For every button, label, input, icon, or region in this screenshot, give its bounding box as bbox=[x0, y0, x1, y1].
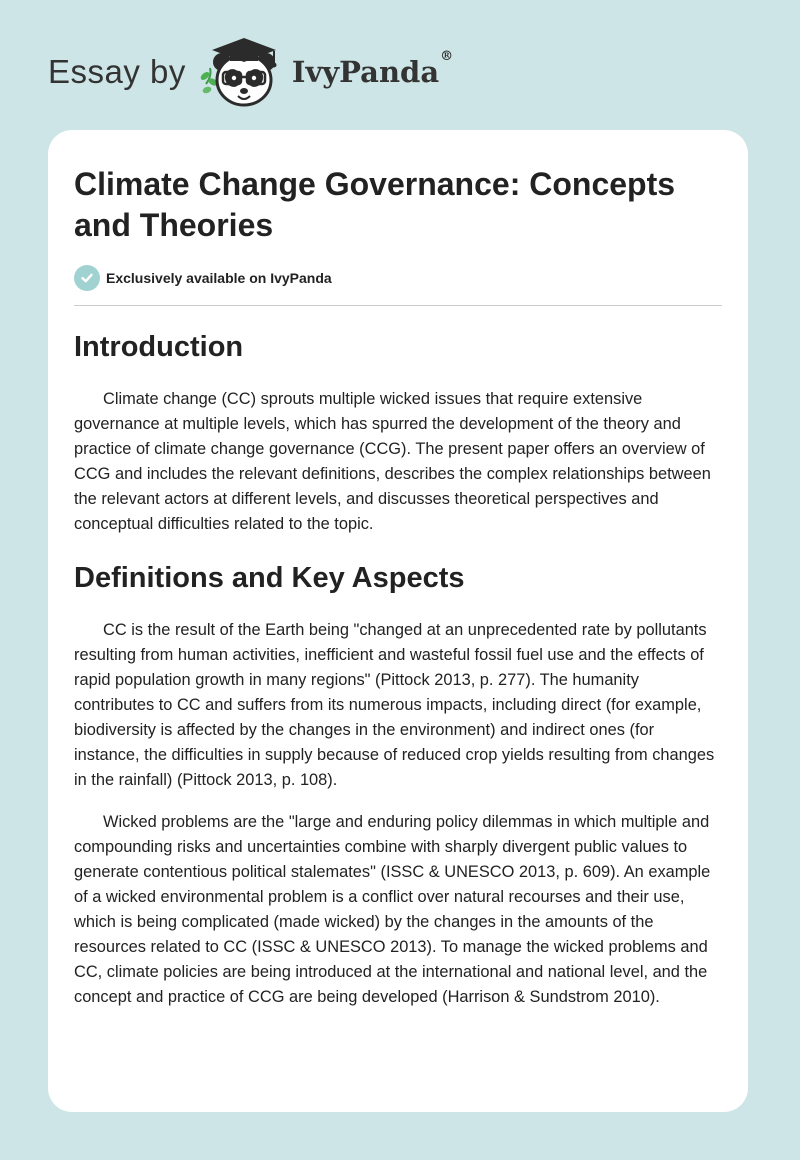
exclusive-badge bbox=[74, 264, 722, 292]
paragraph: Climate change (CC) sprouts multiple wicked issues that require extensive governance at multiple levels, which has spurred the development of the theory and practice of climate change governance (CCG). The present paper offers an overview of CCG and includes the relevant definitions, describes the complex relationships between the relevant actors at different levels, and discusses theoretical perspectives and conceptual difficulties related to the topic. bbox=[74, 390, 711, 533]
title-divider bbox=[74, 305, 722, 306]
exclusive-label: Exclusively available on IvyPanda bbox=[106, 270, 332, 286]
registered-mark: ® bbox=[440, 49, 454, 64]
section-heading-introduction: Introduction bbox=[74, 331, 244, 363]
check-circle-icon bbox=[74, 265, 100, 291]
page-title: Climate Change Governance: Concepts and Theories bbox=[74, 166, 676, 243]
section-heading-definitions: Definitions and Key Aspects bbox=[74, 562, 465, 594]
brand-name bbox=[291, 49, 454, 89]
ivypanda-logo-link[interactable] bbox=[196, 32, 453, 112]
essay-card bbox=[48, 130, 748, 1112]
brand-name-text: IvyPanda bbox=[291, 55, 440, 89]
essay-by-label: Essay by bbox=[48, 53, 186, 90]
paragraph: CC is the result of the Earth being "changed at an unprecedented rate by pollutants resulting from human activities, inefficient and wasteful fossil fuel use and the effects of rapid population growth in many regions" (Pittock 2013, p. 277). The humanity contributes to CC and suffers from its numerous impacts, including direct (for example, biodiversity is affected by the changes in the environment) and indirect ones (for instance, the difficulties in supply because of reduced crop yields resulting from changes in the rainfall) (Pittock 2013, p. 108). bbox=[74, 621, 715, 789]
site-header bbox=[48, 32, 453, 112]
panda-graduate-icon bbox=[196, 32, 288, 112]
paragraph: Wicked problems are the "large and enduring policy dilemmas in which multiple and compounding risks and uncertainties combine with sharply divergent public values to generate contentious political stalemates" (ISSC & UNESCO 2013, p. 609). An example of a wicked environmental problem is a conflict over natural recourses and their use, which is being complicated (made wicked) by the changes in the amounts of the resources related to CC (ISSC & UNESCO 2013). To manage the wicked problems and CC, climate policies are being introduced at the international and national level, and the concept and practice of CCG are being developed (Harrison & Sundstrom 2010). bbox=[74, 813, 711, 1006]
